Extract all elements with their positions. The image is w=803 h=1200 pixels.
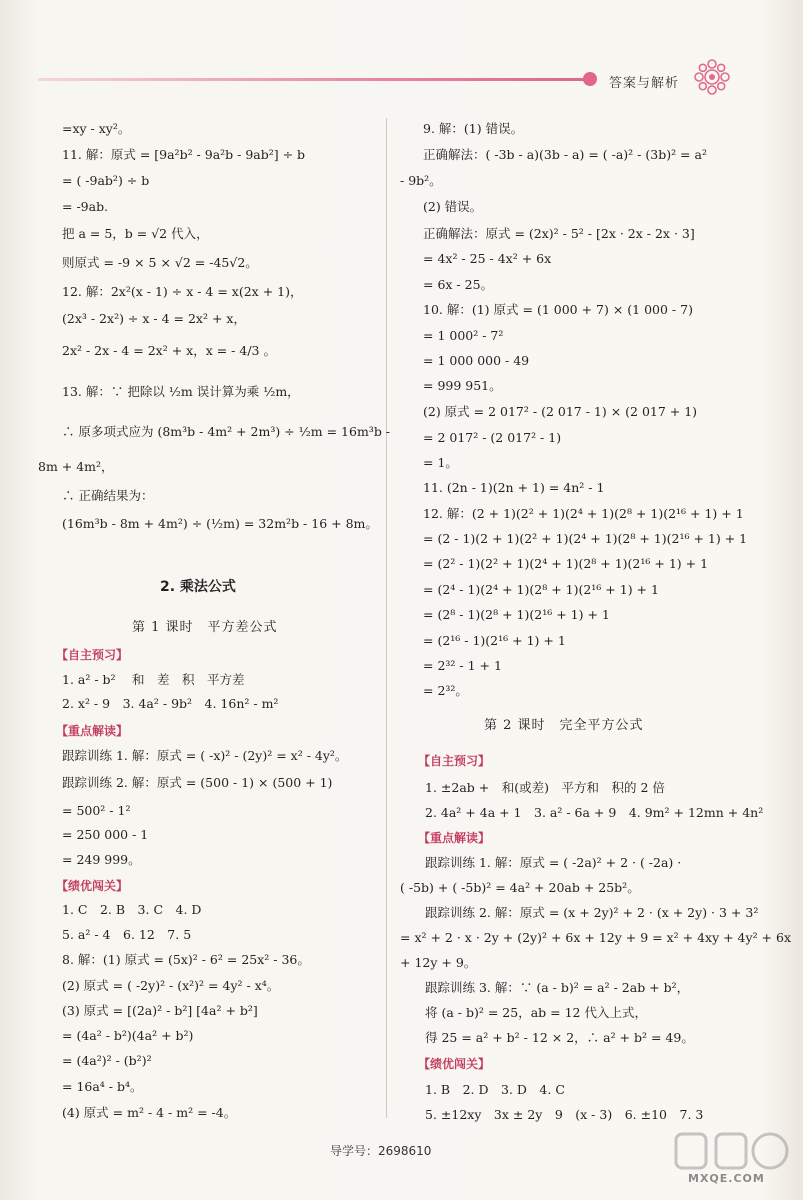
answer-line: 13. 解：∵ 把除以 ½m 误计算为乘 ½m， xyxy=(62,384,300,399)
header-rule xyxy=(38,78,586,81)
answer-line: 2. 4a² + 4a + 1 3. a² - 6a + 9 4. 9m² + 12mn + 4n² xyxy=(425,805,764,820)
header-title: 答案与解析 xyxy=(609,76,680,91)
answer-line: = 2 017² - (2 017² - 1) xyxy=(423,430,562,445)
answer-line: 1. ±2ab + 和(或差) 平方和 积的 2 倍 xyxy=(425,780,665,795)
answer-line: 8. 解：(1) 原式 = (5x)² - 6² = 25x² - 36。 xyxy=(62,952,310,967)
answer-line: = 4x² - 25 - 4x² + 6x xyxy=(423,251,552,266)
answer-line: 正确解法：原式 = (2x)² - 5² - [2x · 2x - 2x · 3] xyxy=(423,226,695,241)
answer-line: 1. a² - b² 和 差 积 平方差 xyxy=(62,672,245,687)
answer-line: 2x² - 2x - 4 = 2x² + x，x = - 4/3 。 xyxy=(62,343,276,358)
section-tag: 【绩优闯关】 xyxy=(56,879,129,893)
answer-line: 正确解法：( -3b - a)(3b - a) = ( -a)² - (3b)² = a² xyxy=(423,147,707,162)
answer-line: ∴ 正确结果为： xyxy=(62,488,154,503)
answer-line: = x² + 2 · x · 2y + (2y)² + 6x + 12y + 9 = x² + 4xy + 4y² + 6x xyxy=(400,930,792,945)
answer-line: = (2 - 1)(2 + 1)(2² + 1)(2⁴ + 1)(2⁸ + 1)(2¹⁶ + 1) + 1 xyxy=(423,531,748,546)
answer-line: = 6x - 25。 xyxy=(423,277,494,292)
answer-line: =xy - xy²。 xyxy=(62,121,131,136)
watermark-text: MXQE.COM xyxy=(688,1172,765,1185)
column-divider xyxy=(386,118,387,1118)
answer-line: = 2³² - 1 + 1 xyxy=(423,658,502,673)
answer-line: (3) 原式 = [(2a)² - b²] [4a² + b²] xyxy=(62,1003,258,1018)
answer-line: (2) 原式 = ( -2y)² - (x²)² = 4y² - x⁴。 xyxy=(62,978,280,993)
answer-line: = 2³²。 xyxy=(423,683,468,698)
answer-line: 11. 解：原式 = [9a²b² - 9a²b - 9ab²] ÷ b xyxy=(62,147,306,162)
answer-line: 1. B 2. D 3. D 4. C xyxy=(425,1082,565,1097)
answer-line: (2x³ - 2x²) ÷ x - 4 = 2x² + x， xyxy=(62,311,246,326)
answer-line: = ( -9ab²) ÷ b xyxy=(62,173,150,188)
answer-line: = 1。 xyxy=(423,455,458,470)
answer-line: 跟踪训练 2. 解：原式 = (500 - 1) × (500 + 1) xyxy=(62,775,333,790)
answer-line: 跟踪训练 1. 解：原式 = ( -2a)² + 2 · ( -2a) · xyxy=(425,855,682,870)
answer-line: = 500² - 1² xyxy=(62,803,131,818)
answer-line: (4) 原式 = m² - 4 - m² = -4。 xyxy=(62,1105,237,1120)
answer-line: = (4a²)² - (b²)² xyxy=(62,1053,152,1068)
answer-line: = 1 000² - 7² xyxy=(423,328,504,343)
answer-line: = (2² - 1)(2² + 1)(2⁴ + 1)(2⁸ + 1)(2¹⁶ + 1) + 1 xyxy=(423,556,709,571)
answer-line: = 249 999。 xyxy=(62,852,141,867)
answer-line: = (2⁸ - 1)(2⁸ + 1)(2¹⁶ + 1) + 1 xyxy=(423,607,610,622)
answer-line: = -9ab. xyxy=(62,199,109,214)
answer-line: + 12y + 9。 xyxy=(400,955,477,970)
section-tag: 【自主预习】 xyxy=(56,648,129,662)
answer-line: 则原式 = -9 × 5 × √2 = -45√2。 xyxy=(62,255,258,270)
answer-line: = 999 951。 xyxy=(423,378,502,393)
answer-line: 将 (a - b)² = 25，ab = 12 代入上式， xyxy=(425,1005,647,1020)
answer-line: = 16a⁴ - b⁴。 xyxy=(62,1079,143,1094)
section-tag: 【自主预习】 xyxy=(418,754,491,768)
footer-guide-number: 导学号：2698610 xyxy=(330,1144,432,1158)
answer-line: 得 25 = a² + b² - 12 × 2，∴ a² + b² = 49。 xyxy=(425,1030,694,1045)
answer-line: = (2¹⁶ - 1)(2¹⁶ + 1) + 1 xyxy=(423,633,566,648)
section-heading: 第 2 课时 完全平方公式 xyxy=(484,718,644,733)
answer-line: ∴ 原多项式应为 (8m³b - 4m² + 2m³) ÷ ½m = 16m³b - xyxy=(62,424,391,439)
section-heading: 第 1 课时 平方差公式 xyxy=(132,620,278,635)
answer-line: (16m³b - 8m + 4m²) ÷ (½m) = 32m²b - 16 + 8m。 xyxy=(62,516,378,531)
answer-line: 把 a = 5，b = √2 代入， xyxy=(62,226,209,241)
answer-line: 12. 解：2x²(x - 1) ÷ x - 4 = x(2x + 1)， xyxy=(62,284,303,299)
answer-line: 10. 解：(1) 原式 = (1 000 + 7) × (1 000 - 7) xyxy=(423,302,693,317)
answer-line: 11. (2n - 1)(2n + 1) = 4n² - 1 xyxy=(423,480,605,495)
answer-line: = (2⁴ - 1)(2⁴ + 1)(2⁸ + 1)(2¹⁶ + 1) + 1 xyxy=(423,582,659,597)
answer-line: = (4a² - b²)(4a² + b²) xyxy=(62,1028,194,1043)
section-heading: 2. 乘法公式 xyxy=(160,579,236,595)
answer-line: 跟踪训练 1. 解：原式 = ( -x)² - (2y)² = x² - 4y²。 xyxy=(62,748,348,763)
answer-line: 跟踪训练 3. 解：∵ (a - b)² = a² - 2ab + b²， xyxy=(425,980,690,995)
answer-line: 12. 解：(2 + 1)(2² + 1)(2⁴ + 1)(2⁸ + 1)(2¹⁶ + 1) + 1 xyxy=(423,506,744,521)
answer-line: = 1 000 000 - 49 xyxy=(423,353,530,368)
section-tag: 【重点解读】 xyxy=(56,724,129,738)
answer-line: 2. x² - 9 3. 4a² - 9b² 4. 16n² - m² xyxy=(62,696,279,711)
answer-line: 9. 解：(1) 错误。 xyxy=(423,121,524,136)
answer-line: = 250 000 - 1 xyxy=(62,827,149,842)
answer-line: (2) 原式 = 2 017² - (2 017 - 1) × (2 017 + 1) xyxy=(423,404,698,419)
answer-line: 1. C 2. B 3. C 4. D xyxy=(62,902,202,917)
section-tag: 【绩优闯关】 xyxy=(418,1057,491,1071)
answer-line: ( -5b) + ( -5b)² = 4a² + 20ab + 25b²。 xyxy=(400,880,640,895)
header-dot-icon xyxy=(583,72,597,86)
answer-line: - 9b²。 xyxy=(400,173,442,188)
section-tag: 【重点解读】 xyxy=(418,831,491,845)
answer-line: 8m + 4m²， xyxy=(38,459,114,474)
answer-line: 5. a² - 4 6. 12 7. 5 xyxy=(62,927,192,942)
answer-line: 5. ±12xy 3x ± 2y 9 (x - 3) 6. ±10 7. 3 xyxy=(425,1107,704,1122)
answer-line: (2) 错误。 xyxy=(423,199,483,214)
header-flower-logo-icon xyxy=(693,58,731,96)
answer-line: 跟踪训练 2. 解：原式 = (x + 2y)² + 2 · (x + 2y) · 3 + 3² xyxy=(425,905,759,920)
